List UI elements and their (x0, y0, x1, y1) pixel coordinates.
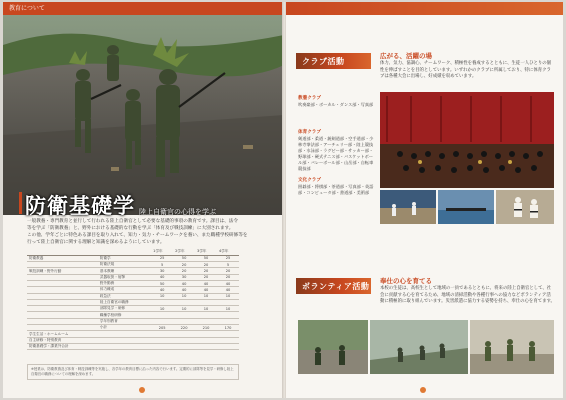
table-cell: 40 (151, 287, 173, 293)
table-cell: 学年別教育 (98, 318, 151, 324)
table-cell: 武器取扱・射撃 (98, 274, 151, 280)
table-cell: 210 (195, 325, 217, 331)
table-cell: 50 (151, 280, 173, 286)
table-cell: 40 (151, 274, 173, 280)
intro-text (27, 218, 267, 246)
table-cell: 40 (195, 280, 217, 286)
table-cell: 30 (151, 268, 173, 274)
table-cell: 40 (217, 280, 239, 286)
table-cell: 自主研修・特別教育 (27, 337, 98, 343)
category-name: 教養クラブ (298, 96, 321, 101)
table-cell: 205 (151, 325, 173, 331)
category-name: 文化クラブ (298, 178, 321, 183)
table-row (27, 343, 239, 349)
table-cell: 5 (151, 262, 173, 268)
page-subtitle: 陸上自衛官の心得を学ぶ (139, 208, 216, 216)
table-cell: 体力練成 (98, 287, 151, 293)
table-body (27, 255, 239, 349)
table-cell: 基本教練 (98, 268, 151, 274)
table-cell: 50 (195, 255, 217, 261)
category-items: 剣道部・柔道・銃剣道部・空手道部・少林寺拳法部・アーチェリー部・陸上競技部・水泳部・ラグビー部・サッカー部・野球部・硬式テニス部・バスケットボール部・バレーボール部・山岳部・自転車競技部 (298, 136, 374, 171)
table-cell: 20 (195, 268, 217, 274)
category-items: 囲碁部・将棋部・茶道部・写真部・英語部・コンピュータ部・書道部・美術部 (298, 184, 374, 195)
volunteer-photo-2 (370, 320, 468, 374)
category-name: 体育クラブ (298, 130, 321, 135)
sports-photo-1 (380, 190, 436, 224)
hero-photo (3, 15, 284, 215)
intro-line: この他、学年ごとに特色ある課目を取り入れて、知力・気力・チームワークを養い、また職種学校研修等を (27, 233, 248, 238)
table-cell: 救急法 (98, 293, 151, 299)
table-cell: 10 (217, 306, 239, 312)
table-cell (195, 343, 217, 349)
table-cell: 陸上自衛官の職務 (98, 299, 151, 305)
table-cell: 小計 (98, 325, 151, 331)
table-cell: 20 (195, 274, 217, 280)
table-cell: 25 (151, 255, 173, 261)
table-cell: 220 (173, 325, 195, 331)
left-page (3, 2, 284, 398)
table-cell: 10 (195, 306, 217, 312)
page-title: 防衛基礎学 (25, 193, 135, 218)
band-concert-photo (380, 92, 554, 188)
sports-photo-2 (438, 190, 494, 224)
table-note: ※授業は、防衛教養及び体育・戦技訓練等を実施し、各学年の教育目標に沿った内容で行います。定期的に部隊等を見学・研修し陸上自衛官の職務についての理解を深めます。 (27, 364, 239, 380)
table-cell: 20 (195, 262, 217, 268)
club-heading: 広がる、活躍の場 (380, 52, 432, 60)
page-number-dot-icon (420, 387, 426, 393)
intro-line: 行って陸上自衛官に関する理解と知識を深めるようにしています。 (27, 240, 165, 245)
table-cell: 防衛学 (98, 255, 151, 261)
volunteer-photo-3 (470, 320, 554, 374)
table-cell: 10 (173, 293, 195, 299)
table-cell: 20 (173, 268, 195, 274)
category-items: 吹奏楽部・ボーカル・ダンス部・写真部 (298, 102, 374, 107)
table-cell: 10 (151, 306, 173, 312)
table-cell: 5 (217, 262, 239, 268)
table-cell: 20 (217, 274, 239, 280)
table-header: 3学年 (195, 249, 217, 255)
table-header: 4学年 (217, 249, 239, 255)
intro-line: 等を学ぶ「防衛教養」と、野外における基礎的な行動を学ぶ「体育及び戦技訓練」に大別されます。 (27, 226, 234, 231)
table-cell: 10 (151, 293, 173, 299)
club-category (298, 96, 376, 108)
table-header: 1学年 (151, 249, 173, 255)
table-cell: 10 (173, 306, 195, 312)
table-cell: 170 (217, 325, 239, 331)
curriculum-table (27, 249, 239, 350)
club-category (298, 178, 376, 196)
table-cell: 20 (217, 268, 239, 274)
table-cell (173, 343, 195, 349)
header-band (3, 2, 284, 15)
table-cell: 40 (217, 287, 239, 293)
volunteer-heading: 奉仕の心を育てる (380, 277, 432, 285)
table-cell (98, 343, 151, 349)
sports-photo-3 (496, 190, 554, 224)
table-cell: 部隊見学・研修 (98, 306, 151, 312)
table-cell: 10 (195, 293, 217, 299)
table-cell: 40 (173, 280, 195, 286)
table-cell: 40 (173, 287, 195, 293)
table-cell: 30 (173, 274, 195, 280)
table-cell (151, 343, 173, 349)
page-number-dot-icon (139, 387, 145, 393)
title-accent-bar (19, 192, 22, 214)
title-block (25, 190, 216, 220)
table-cell: 野外勤務 (98, 280, 151, 286)
table-cell: 学生生活・ホームルーム (27, 331, 98, 337)
table-cell: 防衛教養 (27, 255, 98, 261)
table-cell: 20 (173, 262, 195, 268)
header-band (286, 2, 563, 15)
table-cell: 25 (217, 255, 239, 261)
table-cell: 防衛基礎学・課業外合計 (27, 343, 98, 349)
table-cell: 戦技訓練・野外行動 (27, 268, 98, 274)
table-cell: 防衛法規 (98, 262, 151, 268)
club-body: 体力、気力、協調心、チームワーク、積極性を養成するとともに、生徒一人ひとりの個性を伸ばすことを目的としています。いずれかのクラブに所属しており、特に体育クラブは各種大会に出場し、好成績を収めています。 (380, 61, 552, 80)
table-cell: 40 (195, 287, 217, 293)
club-activities-label: クラブ活動 (296, 53, 371, 69)
right-page (286, 2, 563, 398)
intro-line: 一般教養・専門教育と並行して行われる陸上自衛官として必要な基礎的事項の教育です。課目は、法令 (27, 219, 238, 224)
table-cell (217, 343, 239, 349)
table-cell: 10 (217, 293, 239, 299)
table-cell: 職種学校研修 (98, 312, 151, 318)
club-category (298, 130, 376, 172)
volunteer-photo-1 (298, 320, 368, 374)
section-tag: 教育について (9, 5, 45, 12)
table-cell: 50 (173, 255, 195, 261)
table-header: 2学年 (173, 249, 195, 255)
volunteer-body: 本校の生徒は、高校生として地域の一員であるとともに、将来の陸上自衛官として、社会に貢献する心を育てるため、地域の清掃活動や各種行事への協力などボランティア活動に積極的に取り組んでいます。災害派遣に協力する姿勢を持ち、奉仕の心を育てます。 (380, 286, 555, 305)
volunteer-activities-label: ボランティア活動 (296, 278, 371, 294)
